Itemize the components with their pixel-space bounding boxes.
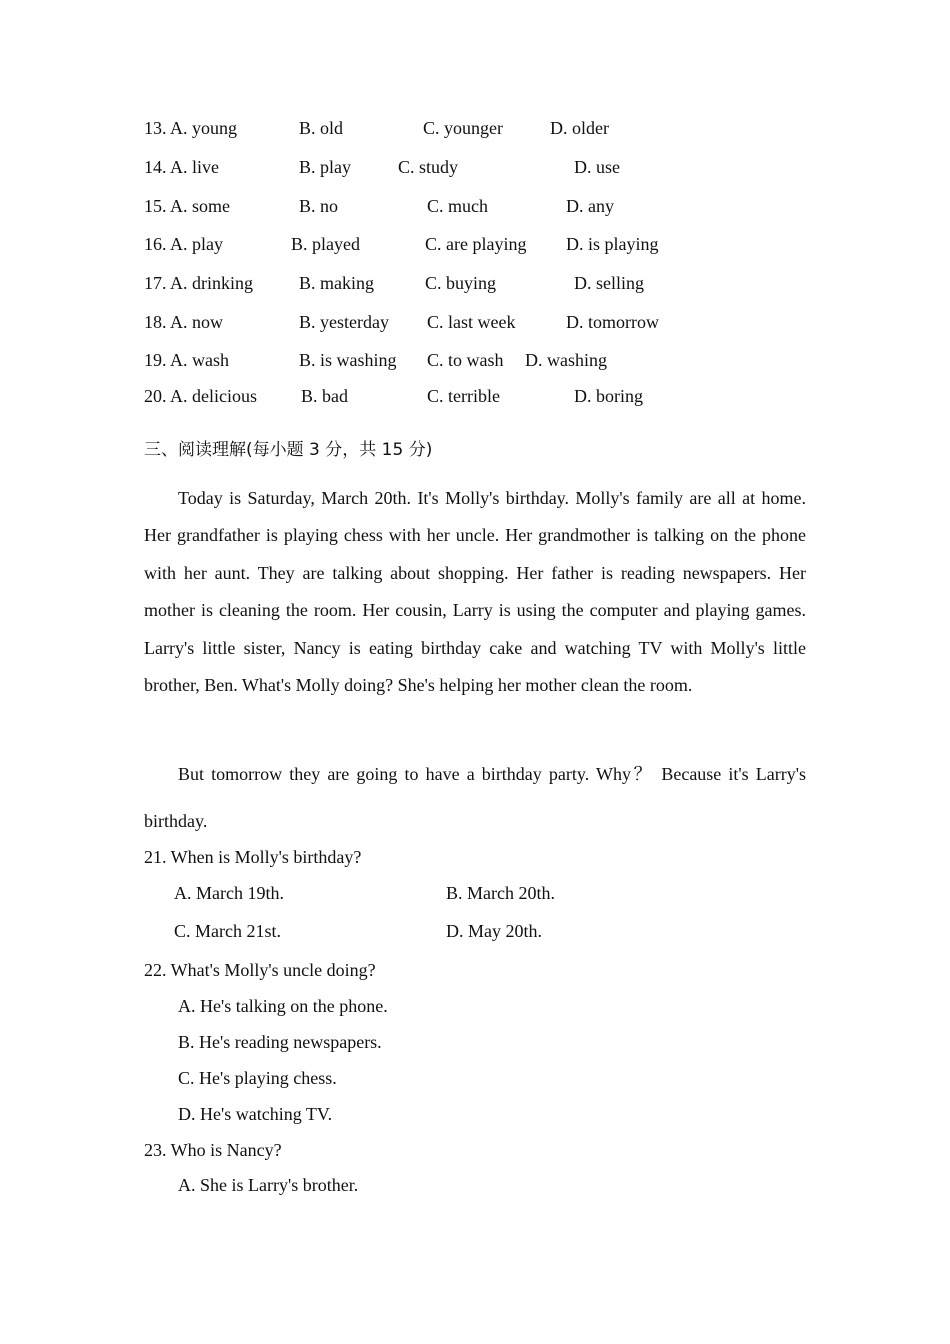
choice-16-c: C. are playing (425, 234, 527, 254)
question-23-stem: 23. Who is Nancy? (144, 1140, 282, 1160)
question-22-option-b: B. He's reading newspapers. (178, 1032, 382, 1052)
choice-18-b: B. yesterday (299, 312, 389, 332)
question-21-option-c: C. March 21st. (174, 921, 281, 941)
choice-13-c: C. younger (423, 118, 503, 138)
choice-13-d: D. older (550, 118, 609, 138)
passage-paragraph-1 (144, 480, 806, 704)
choice-20-c: C. terrible (427, 386, 500, 406)
question-21-option-a: A. March 19th. (174, 883, 284, 903)
question-23-option-a: A. She is Larry's brother. (178, 1175, 359, 1195)
choice-17-a: 17. A. drinking (144, 273, 254, 293)
passage-p2-line1: But tomorrow they are going to have a birthday party. Why？ Because it's Larry's (178, 764, 806, 784)
choice-20-a: 20. A. delicious (144, 386, 257, 406)
question-21-option-b: B. March 20th. (446, 883, 555, 903)
choice-14-d: D. use (574, 157, 620, 177)
choice-17-c: C. buying (425, 273, 497, 293)
choice-19-b: B. is washing (299, 350, 397, 370)
passage-p1-text: Today is Saturday, March 20th. It's Molly's birthday. Molly's family are all at home. Her grandfather is playing chess with her uncle. Her grandmother is talking on the phone with her aunt. They are talking about shopping. Her father is reading newspapers. Her mother is cleaning the room. Her cousin, Larry is using the computer and playing games. Larry's little sister, Nancy is eating birthday cake and watching TV with Molly's little brother, Ben. What's Molly doing? She's helping her mother clean the room. (144, 488, 806, 696)
choice-13-b: B. old (299, 118, 344, 138)
passage-p2-line2: birthday. (144, 811, 208, 831)
choice-18-d: D. tomorrow (566, 312, 659, 332)
choice-18-c: C. last week (427, 312, 516, 332)
choice-17-b: B. making (299, 273, 374, 293)
choice-14-a: 14. A. live (144, 157, 219, 177)
question-21-option-d: D. May 20th. (446, 921, 542, 941)
choice-17-d: D. selling (574, 273, 644, 293)
question-22-option-a: A. He's talking on the phone. (178, 996, 388, 1016)
choice-15-b: B. no (299, 196, 339, 216)
choice-19-d: D. washing (525, 350, 607, 370)
question-21-stem: 21. When is Molly's birthday? (144, 847, 362, 867)
choice-19-c: C. to wash (427, 350, 504, 370)
choice-19-a: 19. A. wash (144, 350, 229, 370)
choice-15-c: C. much (427, 196, 488, 216)
choice-15-d: D. any (566, 196, 614, 216)
choice-13-a: 13. A. young (144, 118, 238, 138)
choice-14-b: B. play (299, 157, 351, 177)
section-heading: 三、阅读理解(每小题 3 分，共 15 分) (144, 440, 433, 460)
choice-15-a: 15. A. some (144, 196, 231, 216)
choice-16-b: B. played (291, 234, 360, 254)
choice-14-c: C. study (398, 157, 459, 177)
choice-18-a: 18. A. now (144, 312, 224, 332)
question-22-option-c: C. He's playing chess. (178, 1068, 337, 1088)
choice-20-d: D. boring (574, 386, 643, 406)
question-22-stem: 22. What's Molly's uncle doing? (144, 960, 376, 980)
choice-20-b: B. bad (301, 386, 348, 406)
choice-16-a: 16. A. play (144, 234, 223, 254)
question-22-option-d: D. He's watching TV. (178, 1104, 333, 1124)
choice-16-d: D. is playing (566, 234, 659, 254)
